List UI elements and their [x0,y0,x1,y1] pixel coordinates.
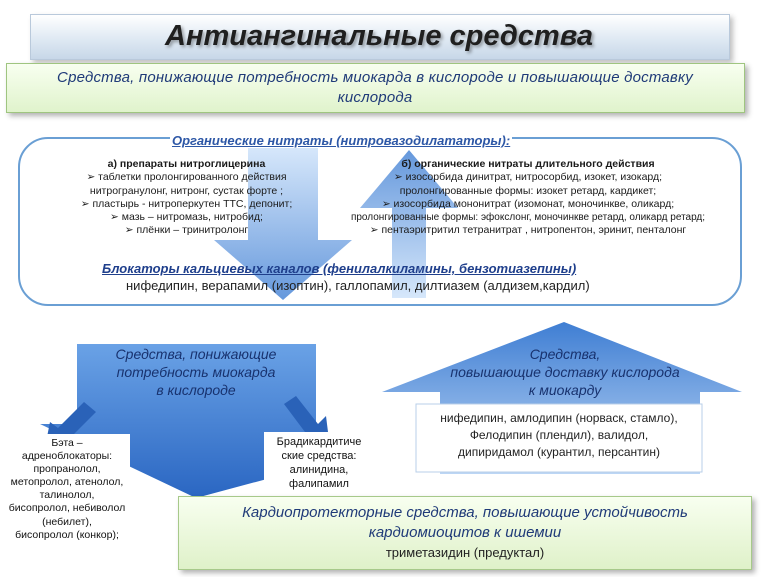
list-item: алинидина, [289,464,349,476]
list-item: бисопролол (конкор); [15,528,119,541]
list-item: ➢ изосорбида динитрат, нитросорбид, изокет, изокард; [393,171,663,184]
raising-drugs [416,410,702,461]
list-item: метопролол, атенолол, [10,476,124,489]
lowering-label-line: Средства, понижающие [115,346,277,362]
list-item: фалипамил [289,478,349,490]
lowering-label-line: в кислороде [156,382,236,398]
list-item: Брадикардитиче [276,436,362,448]
list-item: ➢ пентаэритритил тетранитрат , нитропентон, эринит, пенталонг [369,224,687,237]
calcium-blockers-title: Блокаторы кальциевых каналов (фенилалкиламины, бензотиазепины) [102,261,577,276]
list-item: (небилет), [42,515,92,528]
list-item: ➢ пластырь - нитроперкутен ТТС, депонит; [80,197,293,210]
nitroglycerin-list [54,158,319,238]
list-item: б) органические нитраты длительного действия [401,158,655,170]
lowering-label [78,345,314,399]
list-item: Бэта – [51,437,83,449]
nitrates-header: Органические нитраты (нитровазодилататоры): [172,133,511,148]
list-item: талинолол, [39,489,95,502]
beta-blockers-list [6,437,128,542]
list-item: а) препараты нитроглицерина [107,158,266,170]
list-item: пролонгированные формы: эфокслонг, моночинкве ретард, оликард ретард; [350,212,706,224]
lowering-label-line: потребность миокарда [116,364,276,380]
long-acting-nitrates-list [318,158,738,238]
list-item: дипиридамол (курантил, персантин) [457,445,660,459]
list-item: ➢ мазь – нитромазь, нитробид; [110,211,263,224]
raising-label [430,345,700,399]
list-item: ➢ плёнки – тринитролонг [124,224,249,237]
raising-label-line: к миокарду [528,382,602,398]
cardioprotectors-title: Кардиопротекторные средства, повышающие устойчивость кардиомиоцитов к ишемии [242,504,688,541]
list-item: пропранолол, [33,463,101,476]
list-item: нитрогранулонг, нитронг, сустак форте ; [89,184,284,197]
list-item: пролонгированные формы: изокет ретард, кардикет; [399,184,657,197]
list-item: адреноблокаторы: [21,450,113,463]
raising-label-line: повышающие доставку кислорода [450,364,680,380]
list-item: ские средства: [281,450,357,462]
subtitle: Средства, понижающие потребность миокарда в кислороде и повышающие доставку кислорода [57,69,693,106]
list-item: ➢ изосорбида мононитрат (изомонат, моночинкве, оликард; [381,197,675,210]
raising-label-line: Средства, [529,346,601,362]
list-item: ➢ таблетки пролонгированного действия [86,171,287,184]
list-item: нифедипин, амлодипин (норваск, стамло), [440,411,678,425]
page-title: Антиангинальные средства [165,20,593,52]
list-item: бисопролол, небиволол [8,502,126,515]
list-item: Фелодипин (плендил), валидол, [469,428,649,442]
bradycardic-list [266,435,372,491]
calcium-blockers-drugs: нифедипин, верапамил (изоптин), галлопамил, дилтиазем (алдизем,кардил) [126,278,590,293]
cardioprotectors-drug: триметазидин (предуктал) [385,545,545,560]
